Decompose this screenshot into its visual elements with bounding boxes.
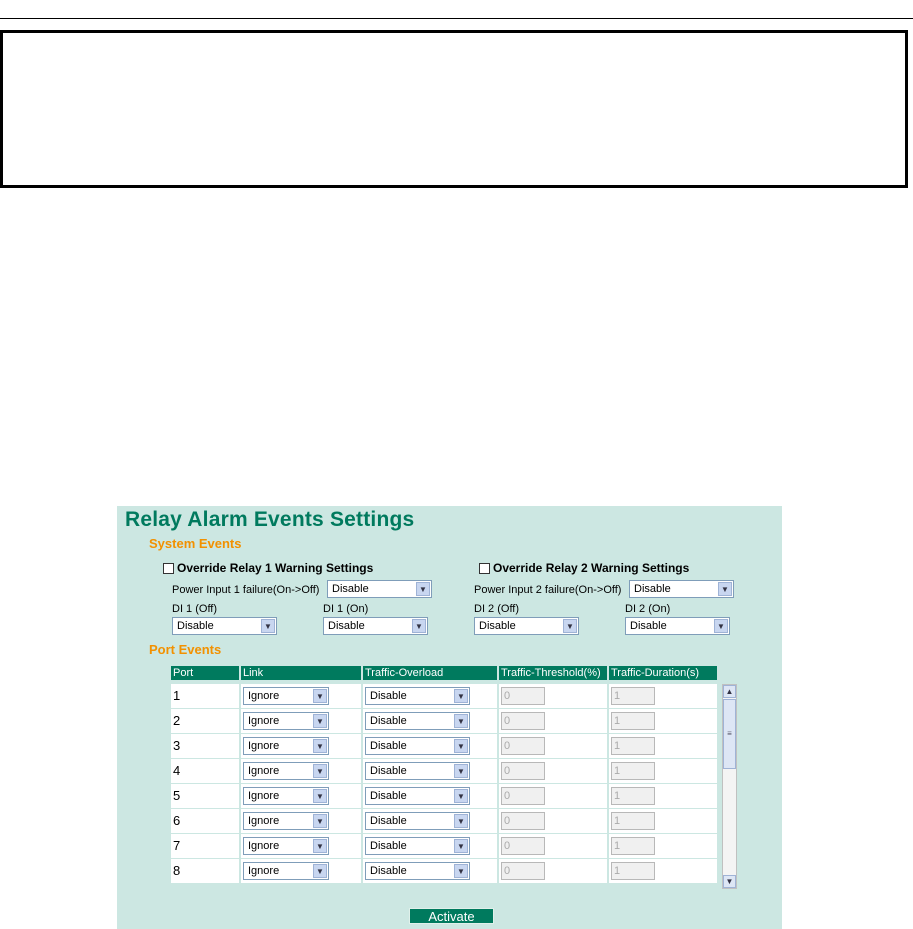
chevron-down-icon: ▼ [313, 814, 327, 828]
threshold-input[interactable]: 0 [501, 737, 545, 755]
chevron-down-icon: ▼ [313, 864, 327, 878]
overload-value: Disable [370, 765, 407, 777]
relay-alarm-panel [117, 506, 782, 929]
duration-cell [609, 734, 717, 758]
overload-cell [363, 684, 497, 708]
threshold-cell [499, 709, 607, 733]
port-number: 4 [171, 759, 239, 783]
threshold-input[interactable]: 0 [501, 687, 545, 705]
table-row [171, 859, 721, 883]
overload-select[interactable] [365, 812, 470, 830]
link-select[interactable] [243, 837, 329, 855]
overload-cell [363, 784, 497, 808]
di1-off-value: Disable [177, 620, 214, 632]
link-value: Ignore [248, 690, 280, 702]
overload-select[interactable] [365, 837, 470, 855]
overload-cell [363, 734, 497, 758]
di2-off-label: DI 2 (Off) [474, 603, 520, 615]
override-relay1-label: Override Relay 1 Warning Settings [177, 561, 374, 575]
link-select[interactable] [243, 812, 329, 830]
link-value: Ignore [248, 840, 280, 852]
overload-value: Disable [370, 865, 407, 877]
overload-cell [363, 859, 497, 883]
chevron-down-icon: ▼ [454, 839, 468, 853]
chevron-down-icon: ▼ [454, 689, 468, 703]
port-events-header [171, 666, 719, 680]
col-traffic-threshold: Traffic-Threshold(%) [499, 666, 609, 680]
chevron-down-icon: ▼ [714, 619, 728, 633]
link-cell [241, 859, 361, 883]
link-cell [241, 734, 361, 758]
power-input1-label: Power Input 1 failure(On->Off) [172, 584, 320, 596]
threshold-cell [499, 809, 607, 833]
table-row [171, 709, 721, 733]
threshold-input[interactable]: 0 [501, 787, 545, 805]
page-title: Relay Alarm Events Settings [125, 508, 415, 531]
port-number: 5 [171, 784, 239, 808]
di1-off-select[interactable] [172, 617, 277, 635]
link-select[interactable] [243, 762, 329, 780]
chevron-down-icon: ▼ [416, 582, 430, 596]
overload-value: Disable [370, 740, 407, 752]
threshold-input[interactable]: 0 [501, 862, 545, 880]
overload-select[interactable] [365, 762, 470, 780]
overload-value: Disable [370, 815, 407, 827]
duration-cell [609, 784, 717, 808]
chevron-down-icon: ▼ [454, 714, 468, 728]
link-value: Ignore [248, 865, 280, 877]
overload-cell [363, 809, 497, 833]
overload-value: Disable [370, 790, 407, 802]
link-select[interactable] [243, 787, 329, 805]
chevron-down-icon: ▼ [454, 764, 468, 778]
link-cell [241, 834, 361, 858]
link-select[interactable] [243, 862, 329, 880]
chevron-down-icon: ▼ [454, 789, 468, 803]
di1-off-label: DI 1 (Off) [172, 603, 218, 615]
chevron-down-icon: ▼ [313, 739, 327, 753]
chevron-down-icon: ▼ [718, 582, 732, 596]
link-cell [241, 684, 361, 708]
threshold-input[interactable]: 0 [501, 762, 545, 780]
threshold-cell [499, 734, 607, 758]
duration-input[interactable]: 1 [611, 712, 655, 730]
power-input1-select[interactable] [327, 580, 432, 598]
link-select[interactable] [243, 687, 329, 705]
link-value: Ignore [248, 790, 280, 802]
duration-input[interactable]: 1 [611, 787, 655, 805]
chevron-down-icon: ▼ [454, 814, 468, 828]
link-cell [241, 809, 361, 833]
duration-input[interactable]: 1 [611, 837, 655, 855]
di2-on-value: Disable [630, 620, 667, 632]
di1-on-value: Disable [328, 620, 365, 632]
col-traffic-overload: Traffic-Overload [363, 666, 499, 680]
chevron-down-icon: ▼ [313, 714, 327, 728]
overload-select[interactable] [365, 687, 470, 705]
overload-value: Disable [370, 690, 407, 702]
link-value: Ignore [248, 765, 280, 777]
di1-on-select[interactable] [323, 617, 428, 635]
overload-select[interactable] [365, 737, 470, 755]
port-number: 1 [171, 684, 239, 708]
link-select[interactable] [243, 712, 329, 730]
threshold-cell [499, 784, 607, 808]
chevron-down-icon: ▼ [313, 689, 327, 703]
table-row [171, 809, 721, 833]
port-number: 7 [171, 834, 239, 858]
duration-cell [609, 709, 717, 733]
threshold-input[interactable]: 0 [501, 712, 545, 730]
overload-select[interactable] [365, 712, 470, 730]
duration-cell [609, 684, 717, 708]
note-box [0, 30, 908, 188]
table-row [171, 684, 721, 708]
duration-input[interactable]: 1 [611, 812, 655, 830]
link-select[interactable] [243, 737, 329, 755]
scroll-thumb[interactable]: ≡ [723, 699, 736, 769]
di2-on-label: DI 2 (On) [625, 603, 671, 615]
table-row [171, 734, 721, 758]
scroll-up-icon[interactable]: ▲ [723, 685, 736, 698]
overload-cell [363, 759, 497, 783]
port-events-heading: Port Events [149, 642, 222, 657]
table-row [171, 759, 721, 783]
duration-cell [609, 809, 717, 833]
threshold-input[interactable]: 0 [501, 812, 545, 830]
port-events-table [171, 684, 721, 887]
col-port: Port [171, 666, 241, 680]
power-input2-value: Disable [634, 583, 671, 595]
threshold-cell [499, 834, 607, 858]
duration-cell [609, 759, 717, 783]
table-row [171, 784, 721, 808]
system-events-heading: System Events [149, 536, 242, 551]
chevron-down-icon: ▼ [313, 764, 327, 778]
link-value: Ignore [248, 715, 280, 727]
overload-value: Disable [370, 840, 407, 852]
override-relay2-label: Override Relay 2 Warning Settings [493, 561, 690, 575]
link-value: Ignore [248, 815, 280, 827]
power-input2-label: Power Input 2 failure(On->Off) [474, 584, 622, 596]
override-relay1-checkbox[interactable] [163, 563, 174, 574]
link-cell [241, 709, 361, 733]
chevron-down-icon: ▼ [563, 619, 577, 633]
chevron-down-icon: ▼ [454, 864, 468, 878]
override-relay1-row[interactable] [163, 561, 373, 575]
di2-off-select[interactable] [474, 617, 579, 635]
di2-on-select[interactable] [625, 617, 730, 635]
override-relay2-row[interactable] [479, 561, 689, 575]
overload-select[interactable] [365, 787, 470, 805]
chevron-down-icon: ▼ [313, 839, 327, 853]
duration-input[interactable]: 1 [611, 762, 655, 780]
top-rule [0, 18, 913, 19]
port-number: 3 [171, 734, 239, 758]
power-input2-select[interactable] [629, 580, 734, 598]
link-value: Ignore [248, 740, 280, 752]
activate-button[interactable]: Activate [409, 908, 494, 924]
port-events-scrollbar[interactable] [722, 684, 737, 889]
chevron-down-icon: ▼ [412, 619, 426, 633]
duration-input[interactable]: 1 [611, 687, 655, 705]
di2-off-value: Disable [479, 620, 516, 632]
col-traffic-duration: Traffic-Duration(s) [609, 666, 719, 680]
threshold-cell [499, 859, 607, 883]
col-link: Link [241, 666, 363, 680]
duration-cell [609, 834, 717, 858]
power-input1-value: Disable [332, 583, 369, 595]
duration-cell [609, 859, 717, 883]
port-number: 6 [171, 809, 239, 833]
table-row [171, 834, 721, 858]
overload-cell [363, 709, 497, 733]
port-number: 2 [171, 709, 239, 733]
scroll-down-icon[interactable]: ▼ [723, 875, 736, 888]
overload-cell [363, 834, 497, 858]
link-cell [241, 759, 361, 783]
chevron-down-icon: ▼ [454, 739, 468, 753]
di1-on-label: DI 1 (On) [323, 603, 369, 615]
threshold-cell [499, 684, 607, 708]
overload-value: Disable [370, 715, 407, 727]
duration-input[interactable]: 1 [611, 737, 655, 755]
overload-select[interactable] [365, 862, 470, 880]
link-cell [241, 784, 361, 808]
threshold-input[interactable]: 0 [501, 837, 545, 855]
override-relay2-checkbox[interactable] [479, 563, 490, 574]
threshold-cell [499, 759, 607, 783]
chevron-down-icon: ▼ [261, 619, 275, 633]
chevron-down-icon: ▼ [313, 789, 327, 803]
duration-input[interactable]: 1 [611, 862, 655, 880]
port-number: 8 [171, 859, 239, 883]
